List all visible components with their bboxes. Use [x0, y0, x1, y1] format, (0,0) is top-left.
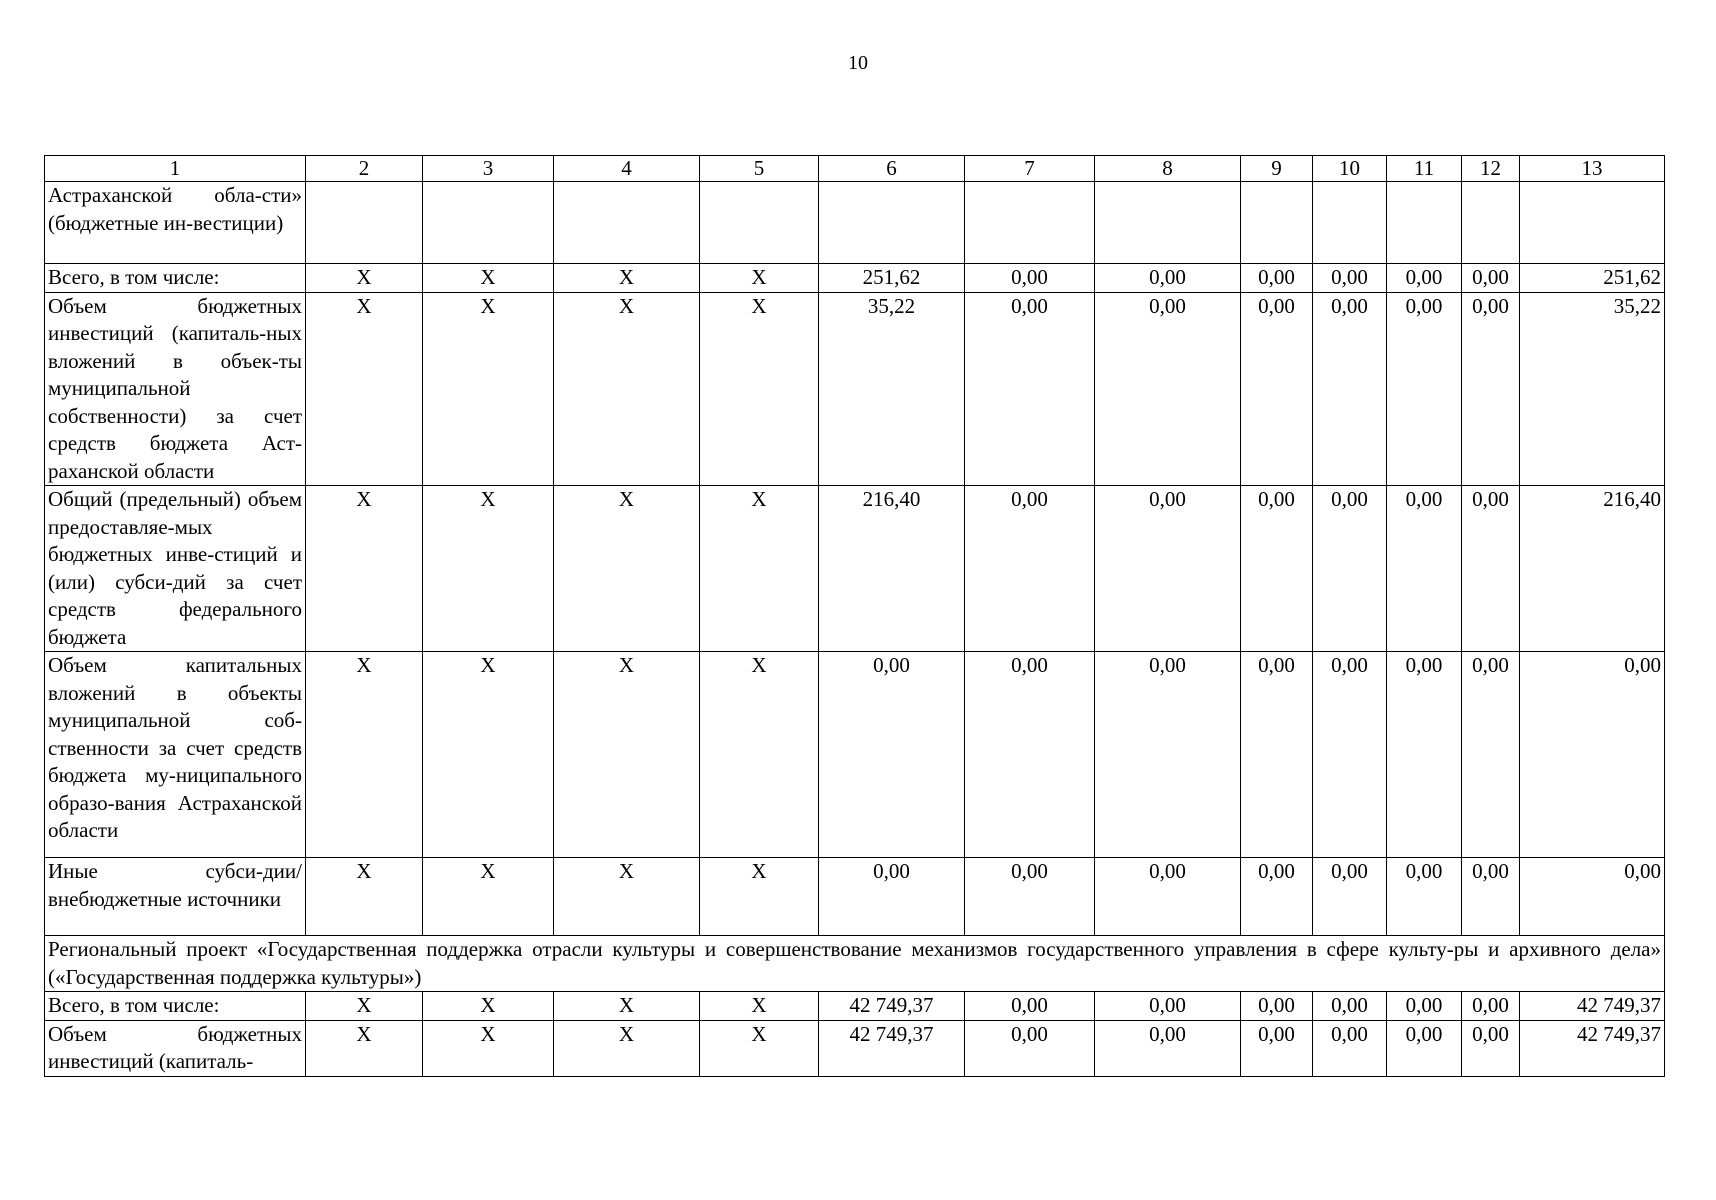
table-cell: 0,00	[1313, 292, 1387, 486]
table-cell: 0,00	[819, 858, 965, 936]
row-label: Объем бюджетных инвестиций (капиталь-ных вложений в объек-ты муниципальной собственности) за счет средств бюджета Аст-раханской области	[45, 292, 306, 486]
table-cell: Х	[423, 486, 554, 652]
table-cell: 0,00	[965, 858, 1095, 936]
table-cell	[1313, 182, 1387, 264]
table-cell: Х	[306, 992, 423, 1021]
table-cell: 0,00	[1387, 264, 1462, 293]
column-header: 6	[819, 156, 965, 182]
table-row	[45, 182, 1665, 264]
table-cell	[554, 182, 700, 264]
table-cell: Х	[306, 858, 423, 936]
row-label: Астраханской обла-сти» (бюджетные ин-вестиции)	[45, 182, 306, 264]
table-cell: Х	[700, 264, 819, 293]
column-header: 1	[45, 156, 306, 182]
table-cell	[1241, 182, 1313, 264]
column-header: 11	[1387, 156, 1462, 182]
table-cell: Х	[306, 292, 423, 486]
section-row	[45, 936, 1665, 992]
table-cell: 0,00	[1241, 992, 1313, 1021]
table-cell: 0,00	[1241, 292, 1313, 486]
budget-table	[44, 155, 1665, 1077]
table-cell: 0,00	[965, 486, 1095, 652]
table-cell: 0,00	[1095, 486, 1241, 652]
table-cell: 0,00	[1462, 858, 1520, 936]
column-header: 8	[1095, 156, 1241, 182]
table-cell: 0,00	[1241, 264, 1313, 293]
table-cell: Х	[423, 858, 554, 936]
table-body	[45, 156, 1665, 1077]
row-label: Объем капитальных вложений в объекты муниципальной соб-ственности за счет средств бюджета му-ниципального образо-вания Астраханской области	[45, 652, 306, 858]
table-cell: 0,00	[1241, 858, 1313, 936]
column-header: 12	[1462, 156, 1520, 182]
column-header: 7	[965, 156, 1095, 182]
table-cell	[1387, 182, 1462, 264]
table-cell: Х	[423, 652, 554, 858]
table-cell	[700, 182, 819, 264]
table-cell: 0,00	[1095, 858, 1241, 936]
table-row	[45, 992, 1665, 1021]
row-label: Объем бюджетных инвестиций (капиталь-	[45, 1020, 306, 1076]
table-cell: Х	[423, 264, 554, 293]
table-cell: Х	[423, 992, 554, 1021]
table-cell: 0,00	[1095, 264, 1241, 293]
table-cell: Х	[700, 292, 819, 486]
table-cell: 35,22	[819, 292, 965, 486]
table-cell: 0,00	[1462, 292, 1520, 486]
table-cell: Х	[423, 1020, 554, 1076]
table-cell: 0,00	[1387, 992, 1462, 1021]
table-cell: 251,62	[1520, 264, 1665, 293]
table-cell: 0,00	[1462, 652, 1520, 858]
table-cell: 0,00	[965, 292, 1095, 486]
table-cell	[306, 182, 423, 264]
table-cell: 42 749,37	[819, 992, 965, 1021]
table-row	[45, 292, 1665, 486]
table-cell: 0,00	[1387, 652, 1462, 858]
column-header: 13	[1520, 156, 1665, 182]
table-cell: 0,00	[1095, 992, 1241, 1021]
table-cell: 0,00	[1241, 652, 1313, 858]
table-cell: 0,00	[965, 1020, 1095, 1076]
table-cell: Х	[554, 486, 700, 652]
table-cell: 0,00	[1387, 1020, 1462, 1076]
table-cell	[1095, 182, 1241, 264]
table-cell: Х	[554, 264, 700, 293]
table-cell: Х	[306, 1020, 423, 1076]
table-row	[45, 652, 1665, 858]
table-cell: 251,62	[819, 264, 965, 293]
table-cell: Х	[700, 1020, 819, 1076]
column-header: 4	[554, 156, 700, 182]
table-cell: 0,00	[1387, 292, 1462, 486]
table-cell: Х	[554, 292, 700, 486]
table-cell: Х	[700, 652, 819, 858]
row-label: Общий (предельный) объем предоставляе-мых бюджетных инве-стиций и (или) субси-дий за счет средств федерального бюджета	[45, 486, 306, 652]
table-cell: 0,00	[1313, 264, 1387, 293]
table-cell: 0,00	[1095, 1020, 1241, 1076]
table-cell	[819, 182, 965, 264]
table-cell: Х	[306, 652, 423, 858]
table-cell: 216,40	[1520, 486, 1665, 652]
table-cell	[965, 182, 1095, 264]
table-cell: Х	[554, 652, 700, 858]
table-cell: 0,00	[1241, 1020, 1313, 1076]
table-cell: 0,00	[819, 652, 965, 858]
column-header: 9	[1241, 156, 1313, 182]
table-cell: Х	[554, 1020, 700, 1076]
table-cell: Х	[423, 292, 554, 486]
table-cell: 0,00	[1095, 292, 1241, 486]
table-cell: 0,00	[1313, 1020, 1387, 1076]
table-cell: Х	[554, 858, 700, 936]
table-cell: 0,00	[965, 264, 1095, 293]
table-cell: 0,00	[1313, 486, 1387, 652]
table-cell	[1462, 182, 1520, 264]
table-cell: 0,00	[1313, 992, 1387, 1021]
table-cell: 0,00	[1241, 486, 1313, 652]
column-header: 2	[306, 156, 423, 182]
table-cell	[1520, 182, 1665, 264]
row-label: Всего, в том числе:	[45, 992, 306, 1021]
table-cell: 0,00	[1313, 652, 1387, 858]
table-cell: 0,00	[1387, 858, 1462, 936]
row-label: Иные субси-дии/внебюджетные источники	[45, 858, 306, 936]
table-row	[45, 858, 1665, 936]
table-cell: 0,00	[1462, 264, 1520, 293]
section-title: Региональный проект «Государственная поддержка отрасли культуры и совершенствование механизмов государственного управления в сфере культу-ры и архивного дела» («Государственная поддержка культуры»)	[45, 936, 1665, 992]
column-header: 3	[423, 156, 554, 182]
table-row	[45, 1020, 1665, 1076]
table-cell: 0,00	[1520, 652, 1665, 858]
table-cell: 42 749,37	[819, 1020, 965, 1076]
column-header: 10	[1313, 156, 1387, 182]
table-cell: Х	[700, 858, 819, 936]
table-cell: 0,00	[1462, 486, 1520, 652]
row-label: Всего, в том числе:	[45, 264, 306, 293]
table-cell: Х	[306, 264, 423, 293]
header-row	[45, 156, 1665, 182]
table-cell: Х	[306, 486, 423, 652]
table-row	[45, 264, 1665, 293]
table-cell: 42 749,37	[1520, 992, 1665, 1021]
table-cell: Х	[700, 486, 819, 652]
table-row	[45, 486, 1665, 652]
table-cell: Х	[700, 992, 819, 1021]
table-cell: Х	[554, 992, 700, 1021]
table-cell: 0,00	[1462, 1020, 1520, 1076]
table-cell: 0,00	[965, 992, 1095, 1021]
table-cell: 0,00	[1313, 858, 1387, 936]
page-number: 10	[848, 52, 868, 74]
table-cell: 0,00	[965, 652, 1095, 858]
table-cell: 0,00	[1387, 486, 1462, 652]
table-cell: 42 749,37	[1520, 1020, 1665, 1076]
table-cell: 35,22	[1520, 292, 1665, 486]
table-cell: 0,00	[1095, 652, 1241, 858]
table-cell: 0,00	[1462, 992, 1520, 1021]
column-header: 5	[700, 156, 819, 182]
table-cell: 0,00	[1520, 858, 1665, 936]
table-cell	[423, 182, 554, 264]
table-cell: 216,40	[819, 486, 965, 652]
